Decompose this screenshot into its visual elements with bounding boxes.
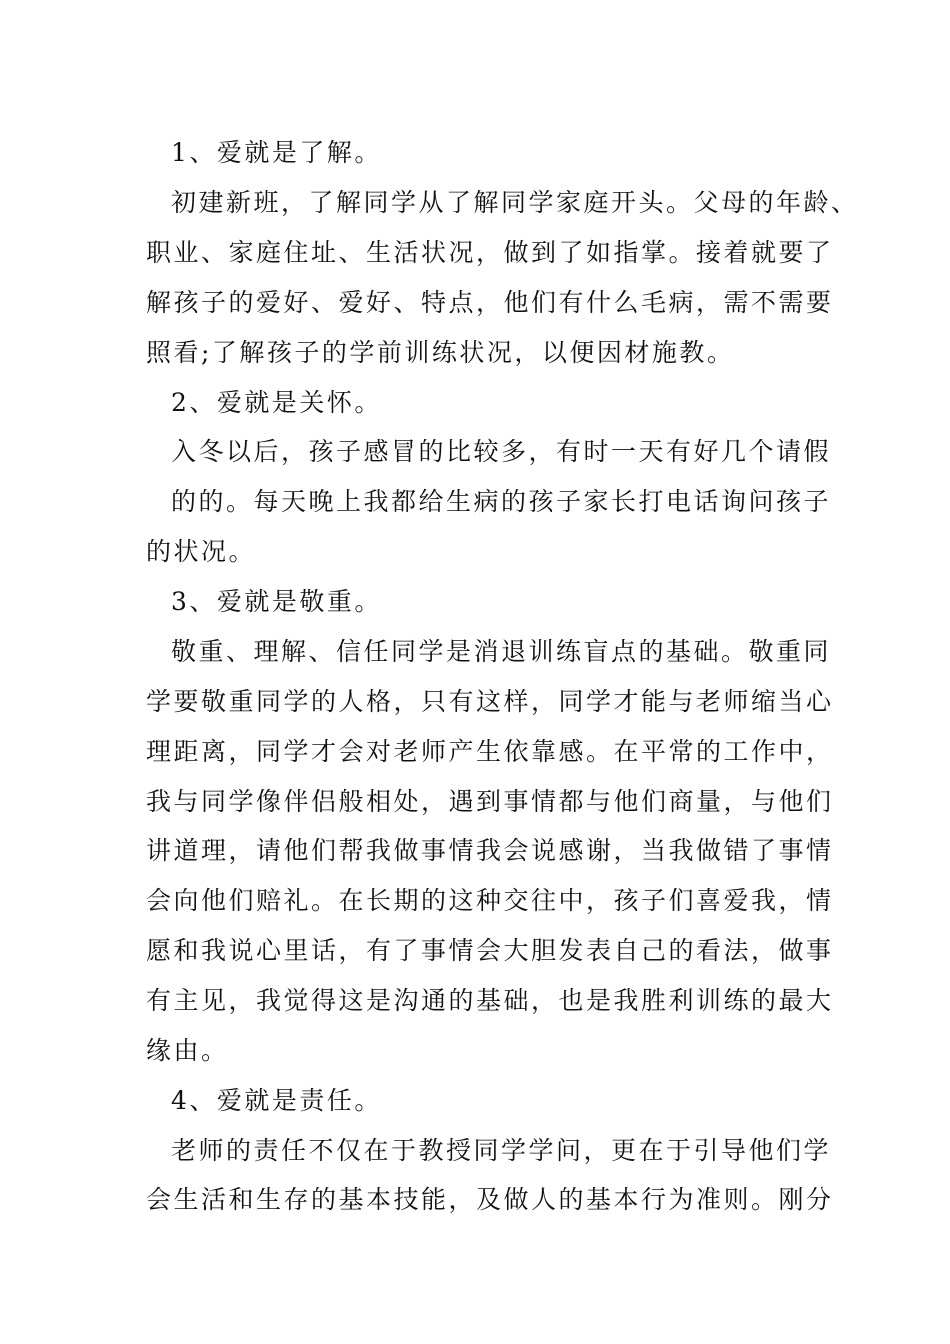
heading-3: 3、爱就是敬重。 — [171, 587, 382, 616]
paragraph-line: 讲道理，请他们帮我做事情我会说感谢，当我做错了事情 — [146, 836, 834, 865]
paragraph-line: 会生活和生存的基本技能，及做人的基本行为准则。刚分 — [146, 1185, 834, 1214]
paragraph-line: 解孩子的爱好、爱好、特点，他们有什么毛病，需不需要 — [146, 288, 834, 317]
heading-2: 2、爱就是关怀。 — [171, 388, 382, 417]
paragraph-line: 老师的责任不仅在于教授同学学问，更在于引导他们学 — [171, 1136, 832, 1165]
paragraph-line: 理距离，同学才会对老师产生依靠感。在平常的工作中， — [146, 737, 834, 766]
paragraph-line: 照看;了解孩子的学前训练状况，以便因材施教。 — [146, 338, 735, 367]
paragraph-line: 初建新班，了解同学从了解同学家庭开头。父母的年龄、 — [171, 188, 859, 217]
paragraph-line: 我与同学像伴侣般相处，遇到事情都与他们商量，与他们 — [146, 787, 834, 816]
paragraph-line: 缘由。 — [146, 1036, 229, 1065]
heading-1: 1、爱就是了解。 — [171, 138, 382, 167]
paragraph-line: 的的。每天晚上我都给生病的孩子家长打电话询问孩子 — [171, 487, 832, 516]
paragraph-line: 职业、家庭住址、生活状况，做到了如指掌。接着就要了 — [146, 238, 834, 267]
paragraph-line: 有主见，我觉得这是沟通的基础，也是我胜利训练的最大 — [146, 986, 834, 1015]
paragraph-line: 入冬以后，孩子感冒的比较多，有时一天有好几个请假 — [171, 437, 832, 466]
paragraph-line: 敬重、理解、信任同学是消退训练盲点的基础。敬重同 — [171, 637, 832, 666]
heading-4: 4、爱就是责任。 — [171, 1086, 382, 1115]
paragraph-line: 愿和我说心里话，有了事情会大胆发表自己的看法，做事 — [146, 936, 834, 965]
paragraph-line: 会向他们赔礼。在长期的这种交往中，孩子们喜爱我，情 — [146, 886, 834, 915]
paragraph-line: 学要敬重同学的人格，只有这样，同学才能与老师缩当心 — [146, 687, 834, 716]
paragraph-line: 的状况。 — [146, 537, 257, 566]
